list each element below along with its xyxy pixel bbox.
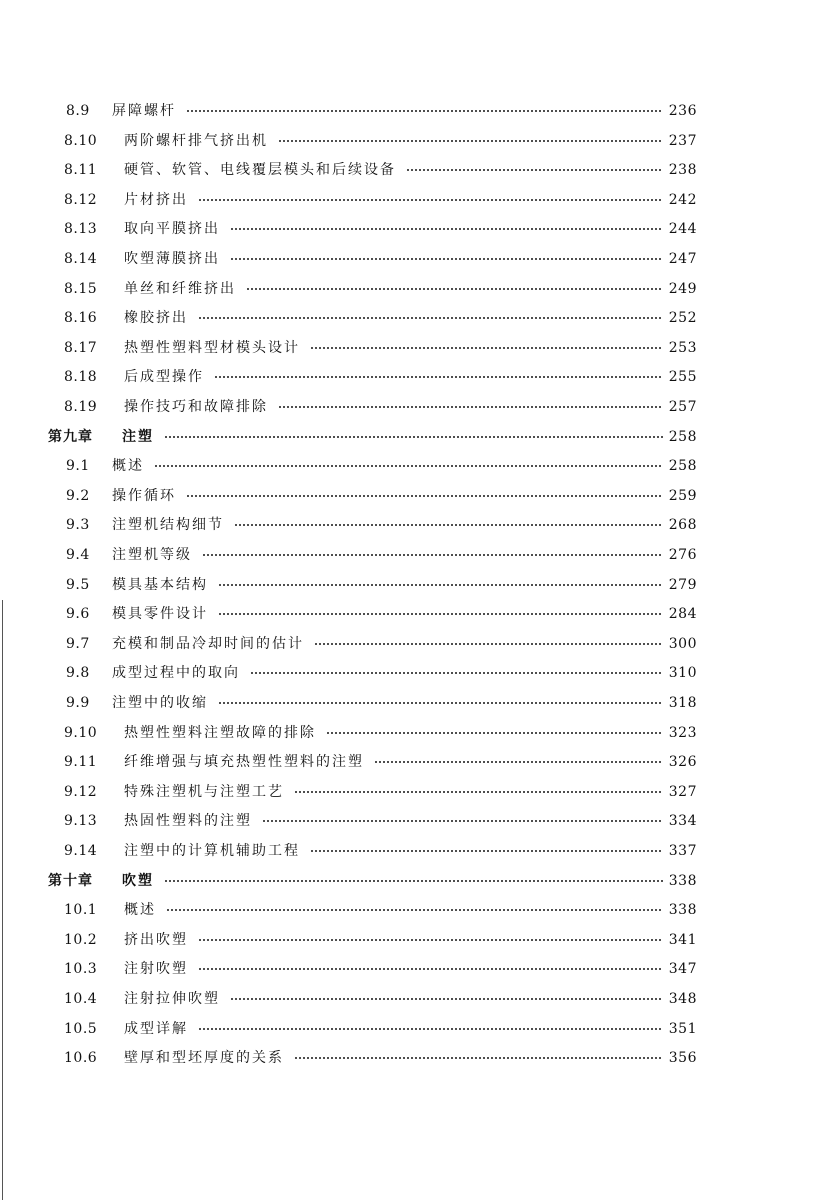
toc-page-number: 259	[668, 487, 697, 504]
toc-dot-leader	[198, 195, 663, 205]
toc-dot-leader	[234, 520, 663, 530]
toc-page-number: 300	[668, 635, 697, 652]
toc-section-entry	[0, 658, 818, 688]
toc-entry-number: 9.6	[66, 606, 90, 623]
toc-entry-number: 8.17	[64, 339, 98, 356]
toc-page-number: 348	[668, 991, 697, 1007]
toc-dot-leader	[218, 698, 663, 708]
toc-section-entry	[0, 747, 818, 777]
toc-entry-title: 取向平膜挤出	[124, 221, 220, 238]
toc-page-number: 334	[668, 813, 697, 830]
toc-page-number: 258	[668, 458, 697, 475]
toc-entry-number: 8.13	[64, 221, 98, 238]
toc-entry-title: 橡胶挤出	[124, 310, 188, 327]
toc-dot-leader	[294, 787, 663, 797]
toc-page-number: 310	[668, 665, 697, 682]
toc-section-entry	[0, 925, 818, 955]
toc-entry-title: 概述	[112, 458, 144, 475]
toc-entry-title: 概述	[124, 902, 156, 919]
toc-section-entry	[0, 303, 818, 333]
toc-page-number: 318	[668, 695, 697, 711]
toc-entry-number: 9.1	[66, 458, 90, 475]
toc-page-number: 268	[668, 517, 697, 534]
toc-entry-number: 9.3	[66, 517, 90, 534]
toc-dot-leader	[326, 728, 663, 738]
toc-entry-number: 8.15	[64, 280, 98, 297]
toc-entry-number: 9.5	[66, 576, 90, 593]
toc-entry-title: 吹塑	[122, 872, 154, 889]
toc-entry-title: 注塑机等级	[112, 547, 192, 563]
toc-entry-number: 9.9	[66, 695, 90, 711]
toc-section-entry	[0, 540, 818, 570]
toc-entry-title: 注塑机结构细节	[112, 517, 224, 534]
toc-dot-leader	[278, 136, 663, 146]
toc-page-number: 276	[668, 547, 697, 563]
toc-page-number: 337	[668, 843, 697, 859]
toc-page-number: 341	[668, 931, 697, 948]
toc-page-number: 356	[668, 1050, 697, 1067]
toc-dot-leader	[262, 816, 663, 826]
toc-entry-number: 8.9	[66, 103, 90, 119]
toc-page-number: 238	[668, 162, 697, 179]
toc-section-entry	[0, 214, 818, 244]
toc-entry-title: 操作循环	[112, 487, 176, 504]
toc-dot-leader	[310, 846, 663, 856]
toc-dot-leader	[406, 165, 663, 175]
toc-dot-leader	[230, 994, 663, 1004]
toc-entry-number: 8.12	[64, 191, 98, 208]
toc-entry-number: 8.10	[64, 132, 98, 149]
toc-page-number: 347	[668, 961, 697, 978]
toc-entry-number: 10.2	[64, 931, 98, 948]
toc-entry-number: 9.2	[66, 487, 90, 504]
toc-dot-leader	[250, 668, 663, 678]
toc-page-number: 253	[668, 339, 697, 356]
toc-entry-title: 热塑性塑料注塑故障的排除	[124, 724, 316, 741]
toc-dot-leader	[186, 491, 663, 501]
toc-section-entry	[0, 984, 818, 1014]
toc-page-number: 236	[668, 103, 697, 119]
toc-entry-title: 充模和制品冷却时间的估计	[112, 635, 304, 652]
toc-dot-leader	[198, 1024, 663, 1034]
toc-entry-number: 9.13	[64, 813, 98, 830]
toc-entry-number: 第九章	[48, 428, 93, 445]
toc-page-number: 257	[668, 399, 697, 415]
toc-entry-title: 吹塑薄膜挤出	[124, 251, 220, 267]
toc-dot-leader	[218, 609, 663, 619]
toc-page-number: 252	[668, 310, 697, 327]
toc-dot-leader	[198, 964, 663, 974]
toc-page-number: 327	[668, 783, 697, 800]
toc-entry-number: 9.7	[66, 635, 90, 652]
toc-entry-title: 挤出吹塑	[124, 931, 188, 948]
toc-dot-leader	[230, 254, 663, 264]
toc-entry-title: 成型详解	[124, 1020, 188, 1037]
toc-dot-leader	[186, 106, 663, 116]
toc-section-entry	[0, 96, 818, 126]
toc-entry-title: 纤维增强与填充热塑性塑料的注塑	[124, 754, 364, 771]
toc-section-entry	[0, 629, 818, 659]
toc-dot-leader	[202, 550, 663, 560]
toc-entry-number: 9.11	[64, 754, 98, 771]
toc-entry-title: 壁厚和型坯厚度的关系	[124, 1050, 284, 1067]
toc-entry-number: 8.11	[64, 162, 98, 179]
toc-page-number: 244	[668, 221, 697, 238]
toc-entry-number: 10.1	[64, 902, 98, 919]
toc-entry-title: 热固性塑料的注塑	[124, 813, 252, 830]
toc-page-number: 242	[668, 191, 697, 208]
toc-dot-leader	[230, 224, 663, 234]
toc-entry-number: 8.19	[64, 399, 98, 415]
toc-entry-number: 10.4	[64, 991, 98, 1007]
toc-section-entry	[0, 362, 818, 392]
toc-entry-title: 模具基本结构	[112, 576, 208, 593]
toc-page-number: 326	[668, 754, 697, 771]
toc-dot-leader	[218, 580, 663, 590]
toc-entry-title: 注塑	[122, 428, 154, 445]
toc-dot-leader	[294, 1053, 663, 1063]
toc-entry-title: 片材挤出	[124, 191, 188, 208]
toc-section-entry	[0, 481, 818, 511]
toc-page-number: 338	[668, 872, 697, 889]
toc-page-number: 237	[668, 132, 697, 149]
toc-dot-leader	[278, 402, 663, 412]
toc-page-number: 255	[668, 369, 697, 386]
toc-entry-number: 10.3	[64, 961, 98, 978]
toc-dot-leader	[214, 372, 663, 382]
toc-section-entry	[0, 1014, 818, 1044]
toc-section-entry	[0, 718, 818, 748]
toc-entry-number: 8.16	[64, 310, 98, 327]
toc-page-number: 338	[668, 902, 697, 919]
toc-entry-number: 9.14	[64, 843, 98, 859]
toc-entry-title: 注塑中的收缩	[112, 695, 208, 711]
toc-section-entry	[0, 777, 818, 807]
toc-dot-leader	[164, 432, 663, 442]
toc-entry-title: 后成型操作	[124, 369, 204, 386]
toc-page-number: 249	[668, 280, 697, 297]
toc-entry-number: 10.6	[64, 1050, 98, 1067]
toc-entry-title: 单丝和纤维挤出	[124, 280, 236, 297]
toc-entry-number: 8.14	[64, 251, 98, 267]
toc-entry-title: 注塑中的计算机辅助工程	[124, 843, 300, 859]
toc-chapter-entry	[0, 866, 818, 896]
toc-entry-number: 9.10	[64, 724, 98, 741]
toc-section-entry	[0, 244, 818, 274]
toc-section-entry	[0, 1043, 818, 1073]
toc-section-entry	[0, 895, 818, 925]
toc-entry-number: 8.18	[64, 369, 98, 386]
toc-page-number: 279	[668, 576, 697, 593]
toc-entry-title: 成型过程中的取向	[112, 665, 240, 682]
toc-section-entry	[0, 155, 818, 185]
toc-entry-title: 两阶螺杆排气挤出机	[124, 132, 268, 149]
toc-entry-title: 注射吹塑	[124, 961, 188, 978]
toc-entry-number: 9.12	[64, 783, 98, 800]
toc-section-entry	[0, 954, 818, 984]
toc-section-entry	[0, 185, 818, 215]
toc-entry-title: 操作技巧和故障排除	[124, 399, 268, 415]
toc-section-entry	[0, 688, 818, 718]
toc-page-number: 323	[668, 724, 697, 741]
toc-dot-leader	[164, 876, 663, 886]
toc-page-number: 284	[668, 606, 697, 623]
toc-dot-leader	[314, 639, 663, 649]
toc-dot-leader	[198, 313, 663, 323]
toc-page-number: 258	[668, 428, 697, 445]
toc-entry-number: 9.4	[66, 547, 90, 563]
toc-dot-leader	[246, 284, 663, 294]
toc-section-entry	[0, 126, 818, 156]
toc-entry-number: 10.5	[64, 1020, 98, 1037]
toc-dot-leader	[154, 461, 663, 471]
toc-entry-title: 硬管、软管、电线覆层模头和后续设备	[124, 162, 396, 179]
toc-section-entry	[0, 510, 818, 540]
toc-entry-title: 特殊注塑机与注塑工艺	[124, 783, 284, 800]
toc-section-entry	[0, 836, 818, 866]
toc-page-number: 351	[668, 1020, 697, 1037]
toc-entry-title: 模具零件设计	[112, 606, 208, 623]
toc-dot-leader	[166, 905, 663, 915]
toc-entry-number: 第十章	[48, 872, 93, 889]
toc-section-entry	[0, 392, 818, 422]
toc-section-entry	[0, 599, 818, 629]
toc-section-entry	[0, 570, 818, 600]
toc-section-entry	[0, 806, 818, 836]
toc-entry-number: 9.8	[66, 665, 90, 682]
toc-dot-leader	[198, 935, 663, 945]
toc-section-entry	[0, 274, 818, 304]
toc-dot-leader	[310, 343, 663, 353]
toc-dot-leader	[374, 757, 663, 767]
toc-entry-title: 热塑性塑料型材模头设计	[124, 339, 300, 356]
toc-page-number: 247	[668, 251, 697, 267]
toc-chapter-entry	[0, 422, 818, 452]
toc-entry-title: 注射拉伸吹塑	[124, 991, 220, 1007]
toc-section-entry	[0, 333, 818, 363]
toc-entry-title: 屏障螺杆	[112, 103, 176, 119]
toc-section-entry	[0, 451, 818, 481]
